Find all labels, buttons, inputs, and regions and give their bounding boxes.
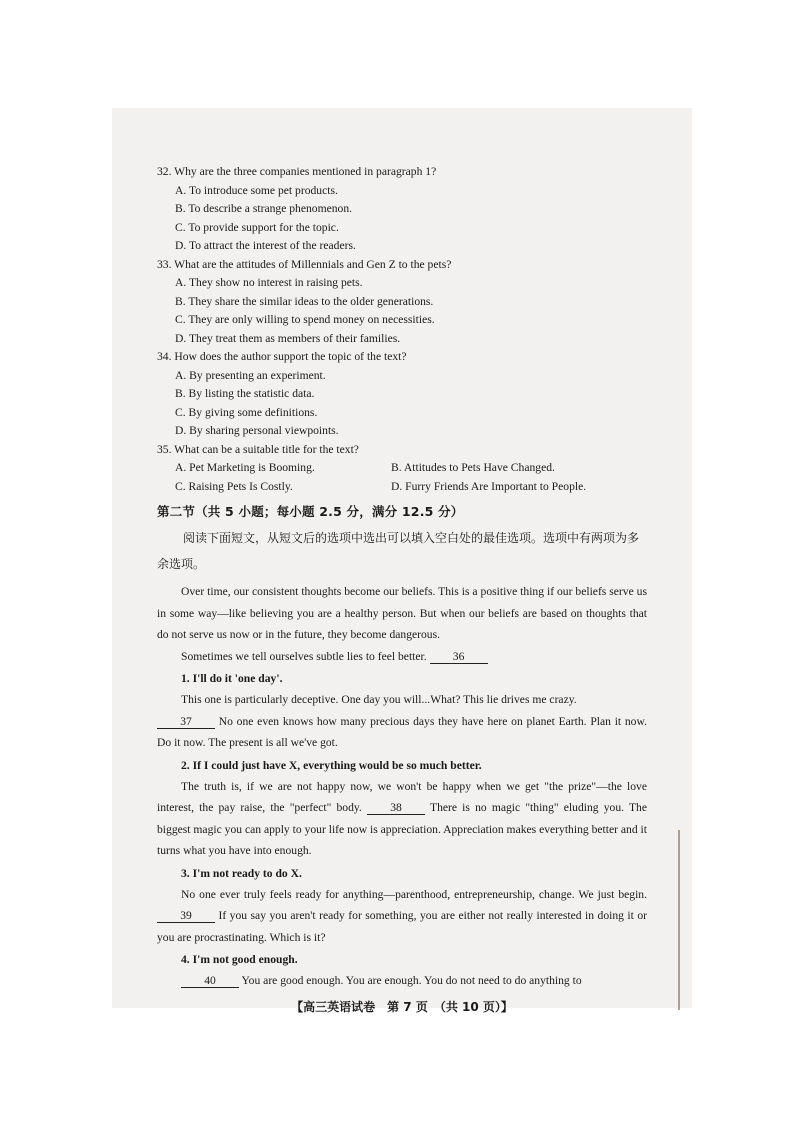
page-content xyxy=(157,163,647,1018)
blank-40: 40 xyxy=(181,974,239,988)
passage-text: You are good enough. You are enough. You do not need to do anything to xyxy=(241,974,582,987)
question-33 xyxy=(157,256,647,349)
blank-36: 36 xyxy=(430,650,488,664)
subheading-1: 1. I'll do it 'one day'. xyxy=(181,672,283,685)
subheading-2: 2. If I could just have X, everything would be so much better. xyxy=(181,758,482,772)
passage-paragraph: Over time, our consistent thoughts become our beliefs. This is a positive thing if our beliefs serve us in some way—like believing you are a healthy person. But when our beliefs are based on thoughts that do not serve us now or in the future, they become dangerous. xyxy=(157,585,647,641)
option-d: D. To attract the interest of the readers. xyxy=(175,239,356,252)
option-b: B. They share the similar ideas to the older generations. xyxy=(175,294,434,308)
passage-text: The truth is, if we are not happy now, we won't be happy when we get "the prize"—the love interest, the pay raise, the "perfect" body. xyxy=(157,779,647,814)
option-row xyxy=(175,459,647,478)
section-instruction: 阅读下面短文，从短文后的选项中选出可以填入空白处的最佳选项。选项中有两项为多余选项。 xyxy=(157,531,640,571)
option-row xyxy=(175,478,647,497)
page-footer: 【高三英语试卷 第 7 页 （共 10 页）】 xyxy=(291,999,513,1014)
option-c: C. To provide support for the topic. xyxy=(175,220,339,234)
question-32 xyxy=(157,163,647,256)
option-d: D. By sharing personal viewpoints. xyxy=(175,424,339,437)
option-c: C. Raising Pets Is Costly. xyxy=(175,479,293,493)
option-c: C. By giving some definitions. xyxy=(175,405,318,419)
option-a: A. Pet Marketing is Booming. xyxy=(175,461,315,474)
option-d: D. Furry Friends Are Important to People. xyxy=(391,479,587,493)
passage-text: If you say you aren't ready for something, you are either not really interested in doing it or you are procrastinating. Which is it? xyxy=(157,909,647,944)
option-a: A. By presenting an experiment. xyxy=(175,368,326,382)
question-stem: 33. What are the attitudes of Millennials and Gen Z to the pets? xyxy=(157,257,452,271)
question-stem: 32. Why are the three companies mentioned in paragraph 1? xyxy=(157,165,437,178)
option-b: B. By listing the statistic data. xyxy=(175,387,315,400)
option-a: A. To introduce some pet products. xyxy=(175,183,338,197)
passage-paragraph xyxy=(157,776,647,862)
passage-paragraph: This one is particularly deceptive. One day you will...What? This lie drives me crazy. xyxy=(181,693,577,706)
blank-39: 39 xyxy=(157,909,215,923)
passage-paragraph xyxy=(157,884,647,949)
option-c: C. They are only willing to spend money on necessities. xyxy=(175,313,435,326)
passage-text: No one ever truly feels ready for anything—parenthood, entrepreneurship, change. We just begin. xyxy=(181,887,647,901)
option-b: B. Attitudes to Pets Have Changed. xyxy=(391,461,555,474)
question-stem: 35. What can be a suitable title for the text? xyxy=(157,442,359,456)
blank-38: 38 xyxy=(367,801,425,815)
question-34 xyxy=(157,348,647,441)
passage-text: No one even knows how many precious days they have here on planet Earth. Plan it now. Do it now. The present is all we've got. xyxy=(157,714,647,749)
passage-text: Sometimes we tell ourselves subtle lies to feel better. xyxy=(181,649,427,663)
passage-paragraph xyxy=(157,711,647,754)
section-title: 第二节（共 5 小题；每小题 2.5 分，满分 12.5 分） xyxy=(157,504,464,519)
subheading-4: 4. I'm not good enough. xyxy=(181,953,298,966)
question-stem: 34. How does the author support the topic of the text? xyxy=(157,350,407,363)
question-35 xyxy=(157,441,647,497)
passage-paragraph xyxy=(157,970,647,992)
subheading-3: 3. I'm not ready to do X. xyxy=(181,866,302,880)
option-a: A. They show no interest in raising pets. xyxy=(175,276,363,289)
passage-paragraph xyxy=(157,646,647,668)
option-b: B. To describe a strange phenomenon. xyxy=(175,202,353,215)
scan-edge-mark xyxy=(678,830,680,1010)
passage-text: There is no magic "thing" eluding you. The biggest magic you can apply to your life now is appreciation. Appreciation makes everything better and it turns what you have into enough. xyxy=(157,801,647,857)
blank-37: 37 xyxy=(157,715,215,729)
option-d: D. They treat them as members of their families. xyxy=(175,331,401,345)
